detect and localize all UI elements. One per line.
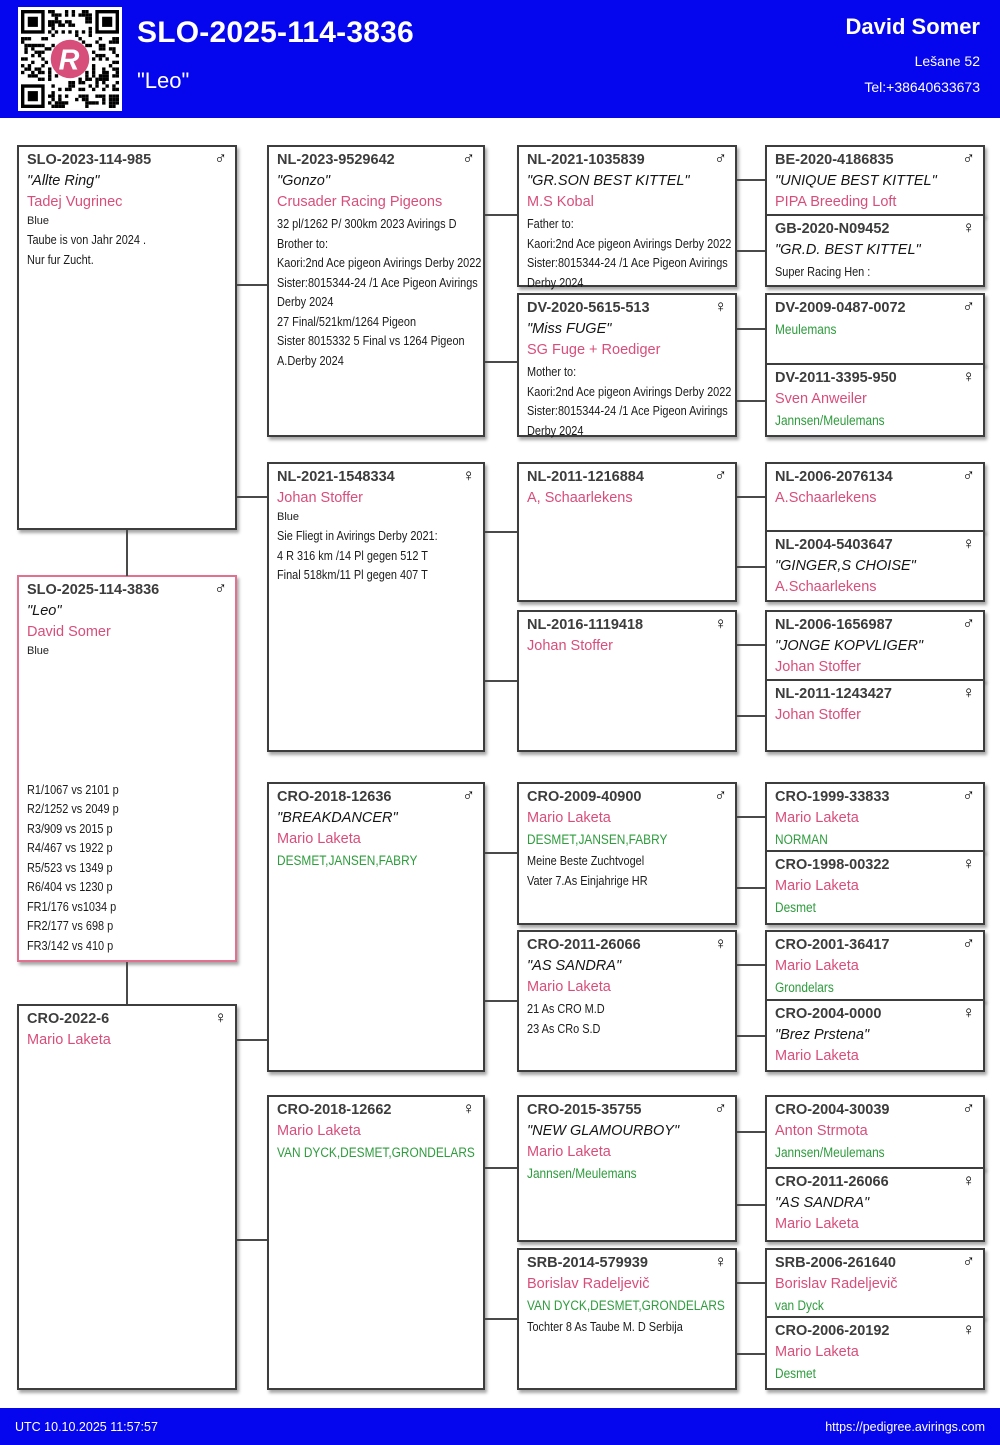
male-icon: ♂ — [962, 614, 975, 633]
male-icon: ♂ — [214, 579, 227, 598]
ring-number: NL-2011-1243427 — [775, 686, 892, 702]
pedigree-box[interactable] — [765, 530, 985, 602]
pedigree-box[interactable] — [765, 1167, 985, 1242]
ring-number: NL-2023-9529642 — [277, 152, 395, 168]
ring-number: CRO-2022-6 — [27, 1011, 110, 1027]
connector-line — [237, 1039, 267, 1041]
breeder-name: Mario Laketa — [775, 958, 859, 974]
connector-line — [737, 566, 765, 568]
ring-number: CRO-2018-12636 — [277, 789, 392, 805]
breeder-name: SG Fuge + Roediger — [527, 342, 661, 358]
note-line: Derby 2024 — [277, 294, 334, 309]
note-line: Sister:8015344-24 /1 Ace Pigeon Avirings — [527, 255, 728, 270]
pedigree-box[interactable] — [17, 145, 237, 530]
male-icon: ♂ — [962, 1099, 975, 1118]
pigeon-name: "AS SANDRA" — [527, 958, 622, 974]
note-line: FR1/176 vs1034 p — [27, 898, 117, 914]
note-line: R5/523 vs 1349 p — [27, 859, 113, 875]
female-icon: ♀ — [962, 367, 975, 386]
breeder-name: Tadej Vugrinec — [27, 194, 123, 210]
breeder-name: A, Schaarlekens — [527, 490, 633, 506]
pigeon-name: "Allte Ring" — [27, 173, 100, 189]
pedigree-box[interactable] — [765, 462, 985, 532]
female-icon: ♀ — [714, 297, 727, 316]
note-line: Brother to: — [277, 235, 328, 251]
pedigree-box[interactable] — [517, 1095, 737, 1242]
strain-name: Meulemans — [775, 322, 837, 337]
breeder-name: Sven Anweiler — [775, 391, 867, 407]
breeder-name: Borislav Radeljevič — [527, 1276, 650, 1292]
note-line: Derby 2024 — [527, 422, 584, 438]
ring-number: DV-2020-5615-513 — [527, 300, 650, 316]
female-icon: ♀ — [714, 1252, 727, 1271]
connector-line — [237, 496, 267, 498]
female-icon: ♀ — [962, 1320, 975, 1339]
ring-number: CRO-2011-26066 — [775, 1174, 889, 1190]
pedigree-box[interactable] — [517, 293, 737, 437]
connector-line — [485, 531, 517, 533]
note-line: R1/1067 vs 2101 p — [27, 781, 119, 797]
connector-line — [126, 530, 128, 576]
strain-name: Grondelars — [775, 980, 834, 995]
pigeon-name: "GR.SON BEST KITTEL" — [527, 173, 690, 189]
strain-name: VAN DYCK,DESMET,GRONDELARS — [277, 1145, 475, 1160]
note-line: Kaori:2nd Ace pigeon Avirings Derby 2022 — [527, 383, 732, 399]
ring-number: CRO-2011-26066 — [527, 937, 641, 953]
note-line: R3/909 vs 2015 p — [27, 820, 113, 836]
connector-line — [737, 1131, 765, 1133]
breeder-name: Mario Laketa — [775, 810, 859, 826]
breeder-name: PIPA Breeding Loft — [775, 194, 897, 210]
female-icon: ♀ — [962, 1003, 975, 1022]
breeder-name: Mario Laketa — [775, 1344, 859, 1360]
female-icon: ♀ — [214, 1008, 227, 1027]
connector-line — [737, 1035, 765, 1037]
connector-line — [485, 1167, 517, 1169]
owner-phone: Tel:+38640633673 — [864, 79, 980, 95]
connector-line — [737, 179, 765, 181]
female-icon: ♀ — [462, 466, 475, 485]
footer-bar — [0, 1408, 1000, 1445]
ring-number: DV-2011-3395-950 — [775, 370, 897, 386]
male-icon: ♂ — [462, 786, 475, 805]
pigeon-name: "GR.D. BEST KITTEL" — [775, 242, 921, 258]
strain-name: NORMAN — [775, 832, 828, 847]
ring-number: NL-2006-2076134 — [775, 469, 893, 485]
connector-line — [737, 250, 765, 252]
subject-box[interactable] — [17, 575, 237, 962]
connector-line — [485, 361, 517, 363]
pedigree-box[interactable] — [765, 782, 985, 852]
ring-number: CRO-1998-00322 — [775, 857, 890, 873]
connector-line — [737, 1353, 765, 1355]
connector-line — [485, 214, 517, 216]
breeder-name: Johan Stoffer — [277, 490, 363, 506]
connector-line — [737, 816, 765, 818]
connector-line — [237, 284, 267, 286]
connector-line — [485, 680, 517, 682]
breeder-name: Johan Stoffer — [775, 707, 861, 723]
ring-number: NL-2021-1548334 — [277, 469, 395, 485]
male-icon: ♂ — [462, 149, 475, 168]
connector-line — [737, 400, 765, 402]
note-line: Nur fur Zucht. — [27, 251, 94, 267]
ring-number: CRO-1999-33833 — [775, 789, 890, 805]
ring-number: SRB-2014-579939 — [527, 1255, 648, 1271]
pedigree-box[interactable] — [765, 850, 985, 925]
pedigree-box[interactable] — [267, 462, 485, 752]
notes-block — [527, 362, 732, 440]
male-icon: ♂ — [214, 149, 227, 168]
header-bar — [0, 0, 1000, 118]
breeder-name: A.Schaarlekens — [775, 579, 877, 595]
pedigree-box[interactable] — [517, 610, 737, 752]
male-icon: ♂ — [962, 297, 975, 316]
note-line: Kaori:2nd Ace pigeon Avirings Derby 2022 — [277, 255, 482, 270]
pedigree-box[interactable] — [517, 782, 737, 925]
pedigree-box[interactable] — [765, 679, 985, 752]
color-note: Blue — [27, 645, 50, 657]
ring-number: BE-2020-4186835 — [775, 152, 894, 168]
notes-block — [527, 214, 732, 292]
ring-number: SLO-2023-114-985 — [27, 152, 152, 168]
ring-number: GB-2020-N09452 — [775, 221, 890, 237]
breeder-name: Borislav Radeljevič — [775, 1276, 898, 1292]
note-line: Sie Fliegt in Avirings Derby 2021: — [277, 528, 438, 543]
strain-name: VAN DYCK,DESMET,GRONDELARS — [527, 1298, 725, 1313]
note-line: Sister:8015344-24 /1 Ace Pigeon Avirings — [277, 274, 478, 290]
note-line: R6/404 vs 1230 p — [27, 879, 113, 894]
note-line: 27 Final/521km/1264 Pigeon — [277, 313, 417, 329]
owner-address: Lešane 52 — [914, 53, 980, 69]
ring-number: CRO-2009-40900 — [527, 789, 642, 805]
male-icon: ♂ — [714, 786, 727, 805]
pigeon-name: "Leo" — [27, 603, 62, 619]
pedigree-box[interactable] — [765, 1095, 985, 1169]
note-line: R4/467 vs 1922 p — [27, 840, 113, 855]
pigeon-name: "UNIQUE BEST KITTEL" — [775, 173, 937, 189]
qr-code — [18, 7, 122, 111]
notes-block — [527, 851, 727, 890]
note-line: Meine Beste Zuchtvogel — [527, 853, 645, 868]
note-line: FR3/142 vs 410 p — [27, 937, 114, 953]
male-icon: ♂ — [962, 934, 975, 953]
page-title: SLO-2025-114-3836 — [137, 16, 414, 49]
pedigree-box[interactable] — [765, 363, 985, 437]
ring-number: NL-2006-1656987 — [775, 617, 893, 633]
strain-name: DESMET,JANSEN,FABRY — [527, 832, 668, 847]
owner-name: David Somer — [845, 14, 980, 39]
note-line: 23 As CRo S.D — [527, 1020, 601, 1036]
ring-number: NL-2021-1035839 — [527, 152, 645, 168]
male-icon: ♂ — [962, 1252, 975, 1271]
male-icon: ♂ — [714, 1099, 727, 1118]
ring-number: CRO-2004-0000 — [775, 1006, 882, 1022]
note-line: Super Racing Hen : — [775, 264, 871, 279]
connector-line — [485, 1318, 517, 1320]
notes-block — [27, 780, 231, 956]
note-line: FR2/177 vs 698 p — [27, 918, 114, 933]
female-icon: ♀ — [962, 854, 975, 873]
notes-block — [27, 230, 227, 269]
breeder-name: Johan Stoffer — [527, 638, 613, 654]
pedigree-box[interactable] — [267, 145, 485, 437]
connector-line — [485, 852, 517, 854]
note-line: 21 As CRO M.D — [527, 1001, 605, 1016]
breeder-name: A.Schaarlekens — [775, 490, 877, 506]
female-icon: ♀ — [714, 934, 727, 953]
female-icon: ♀ — [962, 534, 975, 553]
pedigree-box[interactable] — [765, 610, 985, 681]
connector-line — [737, 496, 765, 498]
timestamp: UTC 10.10.2025 11:57:57 — [15, 1419, 158, 1434]
note-line: Taube is von Jahr 2024 . — [27, 232, 146, 247]
connector-line — [737, 715, 765, 717]
breeder-name: Mario Laketa — [277, 1123, 361, 1139]
color-note: Blue — [277, 511, 300, 523]
strain-name: van Dyck — [775, 1298, 824, 1313]
pigeon-name: "NEW GLAMOURBOY" — [527, 1123, 680, 1139]
connector-line — [737, 1282, 765, 1284]
notes-block — [527, 999, 727, 1038]
female-icon: ♀ — [962, 218, 975, 237]
pedigree-box[interactable] — [517, 930, 737, 1072]
note-line: 4 R 316 km /14 Pl gegen 512 T — [277, 547, 428, 563]
ring-number: CRO-2006-20192 — [775, 1323, 890, 1339]
pedigree-box[interactable] — [267, 782, 485, 1072]
breeder-name: Mario Laketa — [277, 831, 361, 847]
female-icon: ♀ — [462, 1099, 475, 1118]
breeder-name: Crusader Racing Pigeons — [277, 194, 443, 210]
pigeon-name: "JONGE KOPVLIGER" — [775, 638, 924, 654]
female-icon: ♀ — [962, 683, 975, 702]
pedigree-box[interactable] — [765, 1316, 985, 1390]
breeder-name: Mario Laketa — [775, 1048, 859, 1064]
note-line: Father to: — [527, 216, 574, 231]
ring-number: NL-2004-5403647 — [775, 537, 893, 553]
ring-number: DV-2009-0487-0072 — [775, 300, 906, 316]
note-line: Tochter 8 As Taube M. D Serbija — [527, 1319, 683, 1334]
connector-line — [737, 964, 765, 966]
pigeon-name: "BREAKDANCER" — [277, 810, 398, 826]
strain-name: Desmet — [775, 1366, 816, 1381]
connector-line — [737, 887, 765, 889]
strain-name: Jannsen/Meulemans — [527, 1166, 637, 1181]
note-line: Mother to: — [527, 364, 577, 379]
connector-line — [237, 1239, 267, 1241]
male-icon: ♂ — [714, 149, 727, 168]
breeder-name: David Somer — [27, 624, 111, 640]
male-icon: ♂ — [714, 466, 727, 485]
pedigree-box[interactable] — [765, 214, 985, 287]
pigeon-name: "GINGER,S CHOISE" — [775, 558, 916, 574]
female-icon: ♀ — [714, 614, 727, 633]
breeder-name: Mario Laketa — [775, 1216, 859, 1232]
note-line: Final 518km/11 Pl gegen 407 T — [277, 567, 428, 582]
breeder-name: Mario Laketa — [527, 810, 611, 826]
ring-number: CRO-2015-35755 — [527, 1102, 642, 1118]
male-icon: ♂ — [962, 786, 975, 805]
site-url-link[interactable]: https://pedigree.avirings.com — [825, 1419, 985, 1434]
breeder-name: Anton Strmota — [775, 1123, 868, 1139]
connector-line — [737, 1204, 765, 1206]
ring-number: NL-2011-1216884 — [527, 469, 644, 485]
note-line: Vater 7.As Einjahrige HR — [527, 872, 648, 888]
breeder-name: Mario Laketa — [527, 1144, 611, 1160]
strain-name: Jannsen/Meulemans — [775, 413, 885, 428]
note-line: Sister:8015344-24 /1 Ace Pigeon Avirings — [527, 403, 728, 418]
male-icon: ♂ — [962, 149, 975, 168]
pedigree-box[interactable] — [267, 1095, 485, 1390]
breeder-name: Mario Laketa — [527, 979, 611, 995]
pigeon-name: "Brez Prstena" — [775, 1027, 870, 1043]
notes-block — [527, 1317, 727, 1337]
notes-block — [277, 526, 475, 585]
pigeon-name: "AS SANDRA" — [775, 1195, 870, 1211]
pedigree-box[interactable] — [765, 999, 985, 1072]
connector-line — [126, 962, 128, 1004]
pedigree-box[interactable] — [765, 145, 985, 216]
note-line: Kaori:2nd Ace pigeon Avirings Derby 2022 — [527, 235, 732, 251]
pedigree-box[interactable] — [517, 1248, 737, 1390]
breeder-name: M.S Kobal — [527, 194, 594, 210]
strain-name: DESMET,JANSEN,FABRY — [277, 853, 418, 868]
pedigree-box[interactable] — [765, 1248, 985, 1318]
breeder-name: Mario Laketa — [775, 878, 859, 894]
note-line: A.Derby 2024 — [277, 352, 344, 368]
notes-block — [277, 214, 482, 370]
qr-code-image — [21, 10, 119, 108]
notes-block — [775, 262, 975, 282]
ring-number: SLO-2025-114-3836 — [27, 582, 160, 598]
avirings-logo-letter: R — [58, 44, 80, 77]
pedigree-box[interactable] — [17, 1004, 237, 1390]
pedigree-box[interactable] — [517, 145, 737, 290]
strain-name: Desmet — [775, 900, 816, 915]
strain-name: Jannsen/Meulemans — [775, 1145, 885, 1160]
color-note: Blue — [27, 215, 50, 227]
note-line: Sister 8015332 5 Final vs 1264 Pigeon — [277, 333, 465, 348]
note-line: R2/1252 vs 2049 p — [27, 801, 119, 816]
pigeon-name: "Miss FUGE" — [527, 321, 612, 337]
ring-number: CRO-2004-30039 — [775, 1102, 890, 1118]
note-line: Derby 2024 — [527, 274, 584, 290]
ring-number: CRO-2018-12662 — [277, 1102, 392, 1118]
ring-number: NL-2016-1119418 — [527, 617, 644, 633]
connector-line — [737, 644, 765, 646]
pedigree-box[interactable] — [517, 462, 737, 602]
female-icon: ♀ — [962, 1171, 975, 1190]
connector-line — [485, 1000, 517, 1002]
pigeon-nickname: "Leo" — [137, 68, 190, 93]
pigeon-name: "Gonzo" — [277, 173, 331, 189]
note-line: 32 pl/1262 P/ 300km 2023 Avirings D — [277, 216, 457, 231]
ring-number: SRB-2006-261640 — [775, 1255, 896, 1271]
pedigree-box[interactable] — [765, 930, 985, 1001]
connector-line — [737, 328, 765, 330]
male-icon: ♂ — [962, 466, 975, 485]
pedigree-box[interactable] — [765, 293, 985, 365]
breeder-name: Mario Laketa — [27, 1032, 111, 1048]
breeder-name: Johan Stoffer — [775, 659, 861, 675]
ring-number: CRO-2001-36417 — [775, 937, 890, 953]
